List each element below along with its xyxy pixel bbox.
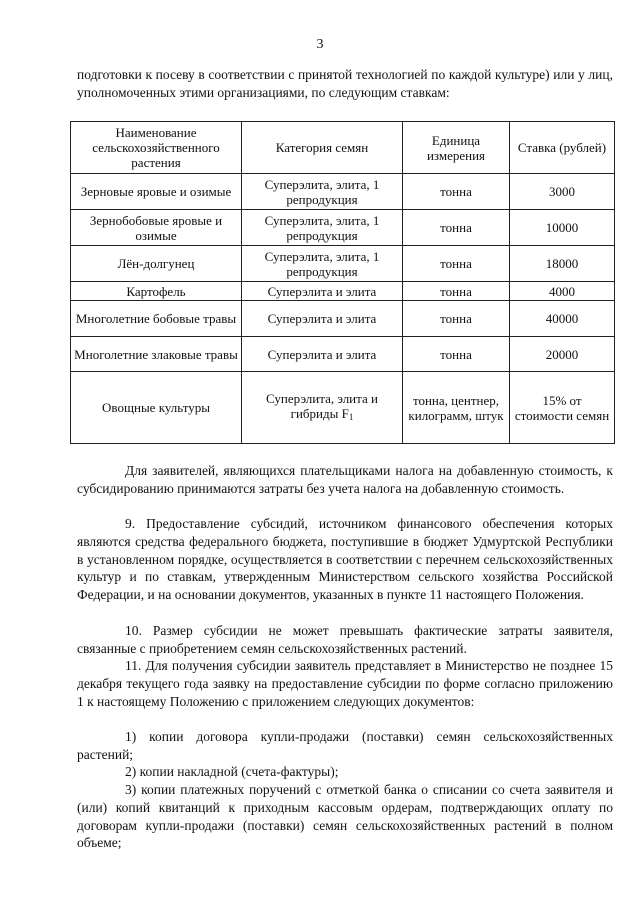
document-item-3: 3) копии платежных поручений с отметкой банка о списании со счета заявителя и (или) копий квитанций к приходным кассовым ордерам, подтверждающих оплату по договорам купли-продажи (поставки) семян сельскохозяйственных растений в полном объеме;	[77, 782, 613, 851]
seed-category-text: Суперэлита, элита и гибриды F	[266, 390, 378, 421]
cell-plant-name: Лён-долгунец	[71, 246, 242, 282]
cell-rate: 10000	[510, 210, 615, 246]
cell-unit: тонна	[403, 210, 510, 246]
cell-seed-category: Суперэлита и элита	[242, 337, 403, 372]
paragraph-9: 9. Предоставление субсидий, источником финансового обеспечения которых являются средства федерального бюджета, поступившие в бюджет Удмуртской Республики в установленном порядке, осуществляется в соответствии с перечнем сельскохозяйственных культур и по ставкам, утвержденным Министерством сельского хозяйства Российской Федерации, и на основании документов, указанных в пункте 11 настоящего Положения.	[77, 516, 613, 603]
subscript-index: 1	[348, 411, 354, 422]
cell-plant-name: Овощные культуры	[71, 372, 242, 444]
cell-seed-category: Суперэлита и элита	[242, 282, 403, 301]
page-number: 3	[316, 37, 324, 52]
document-item-1: 1) копии договора купли-продажи (поставки) семян сельскохозяйственных растений;	[77, 729, 613, 762]
table-row	[71, 246, 615, 282]
paragraph-10: 10. Размер субсидии не может превышать фактические затраты заявителя, связанные с приобретением семян сельскохозяйственных растений.	[77, 623, 613, 656]
cell-rate: 15% от стоимости семян	[510, 372, 615, 444]
cell-unit: тонна	[403, 282, 510, 301]
header-rate: Ставка (рублей)	[510, 122, 615, 174]
paragraph-11: 11. Для получения субсидии заявитель представляет в Министерство не позднее 15 декабря текущего года заявку на предоставление субсидии по форме согласно приложению 1 к настоящему Положению с приложением следующих документов:	[77, 658, 613, 709]
cell-unit: тонна, центнер, килограмм, штук	[403, 372, 510, 444]
header-seed-category: Категория семян	[242, 122, 403, 174]
cell-rate: 4000	[510, 282, 615, 301]
table-header-row	[71, 122, 615, 174]
cell-plant-name: Зерновые яровые и озимые	[71, 174, 242, 210]
header-plant-name: Наименование сельскохозяйственного растения	[71, 122, 242, 174]
lead-paragraph: подготовки к посеву в соответствии с принятой технологией по каждой культуре) или у лиц, уполномоченных этими организациями, по следующим ставкам:	[77, 67, 613, 100]
cell-seed-category: Суперэлита, элита, 1 репродукция	[242, 174, 403, 210]
table-row	[71, 210, 615, 246]
cell-seed-category: Суперэлита, элита, 1 репродукция	[242, 246, 403, 282]
cell-plant-name: Зернобобовые яровые и озимые	[71, 210, 242, 246]
cell-rate: 20000	[510, 337, 615, 372]
header-unit: Единица измерения	[403, 122, 510, 174]
cell-plant-name: Многолетние бобовые травы	[71, 301, 242, 337]
cell-rate: 18000	[510, 246, 615, 282]
cell-plant-name: Картофель	[71, 282, 242, 301]
table-row	[71, 174, 615, 210]
cell-unit: тонна	[403, 246, 510, 282]
table-row	[71, 372, 615, 444]
cell-rate: 3000	[510, 174, 615, 210]
table-row	[71, 301, 615, 337]
table-row	[71, 282, 615, 301]
vat-paragraph: Для заявителей, являющихся плательщиками налога на добавленную стоимость, к субсидированию принимаются затраты без учета налога на добавленную стоимость.	[77, 463, 613, 496]
subsidy-rates-table	[70, 121, 615, 444]
cell-seed-category: Суперэлита, элита, 1 репродукция	[242, 210, 403, 246]
cell-unit: тонна	[403, 301, 510, 337]
cell-rate: 40000	[510, 301, 615, 337]
cell-seed-category	[242, 372, 403, 444]
cell-plant-name: Многолетние злаковые травы	[71, 337, 242, 372]
table-row	[71, 337, 615, 372]
document-item-2: 2) копии накладной (счета-фактуры);	[125, 764, 339, 779]
cell-unit: тонна	[403, 337, 510, 372]
cell-unit: тонна	[403, 174, 510, 210]
cell-seed-category: Суперэлита и элита	[242, 301, 403, 337]
